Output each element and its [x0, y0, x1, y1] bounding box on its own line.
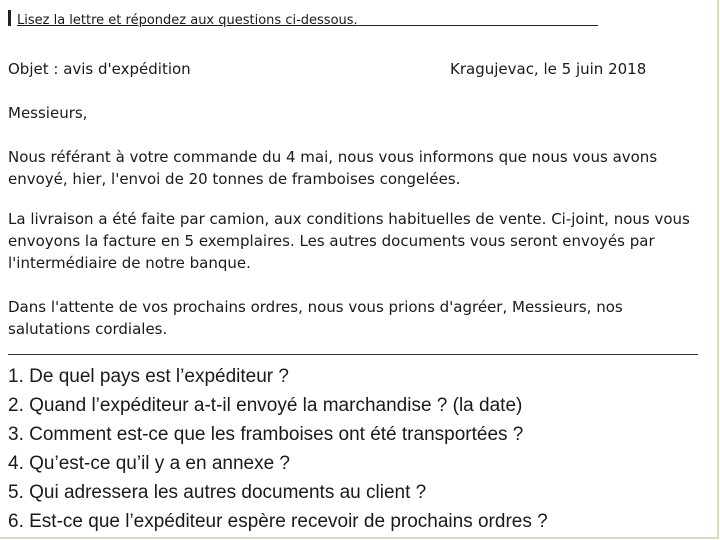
section-divider	[8, 354, 698, 355]
question-1: 1. De quel pays est l’expéditeur ?	[8, 366, 289, 387]
instruction-text: Lisez la lettre et répondez aux questions ci-dessous.	[17, 13, 358, 28]
questions-list	[8, 362, 708, 536]
letter-paragraph-1: Nous référant à votre commande du 4 mai, nous vous informons que nous vous avons envoyé, hier, l'envoi de 20 tonnes de framboises congelées.	[8, 148, 658, 188]
letter-place-date: Kragujevac, le 5 juin 2018	[450, 60, 647, 78]
question-6: 6. Est-ce que l’expéditeur espère recevoir de prochains ordres ?	[8, 511, 548, 532]
question-4: 4. Qu’est-ce qu’il y a en annexe ?	[8, 453, 291, 474]
header-underline	[358, 25, 598, 26]
section-marker	[8, 10, 11, 26]
letter-paragraph-3: Dans l'attente de vos prochains ordres, nous vous prions d'agréer, Messieurs, nos salutations cordiales.	[8, 298, 623, 338]
letter-paragraph-2: La livraison a été faite par camion, aux conditions habituelles de vente. Ci-joint, nous vous envoyons la facture en 5 exemplaires. Les autres documents vous seront envoyés par l'intermédiaire de notre banque.	[8, 210, 690, 272]
letter-salutation: Messieurs,	[8, 104, 88, 122]
letter-subject: Objet : avis d'expédition	[8, 60, 191, 78]
exercise-header	[8, 10, 598, 28]
question-3: 3. Comment est-ce que les framboises ont été transportées ?	[8, 424, 524, 445]
question-2: 2. Quand l’expéditeur a-t-il envoyé la marchandise ? (la date)	[8, 395, 523, 416]
question-5: 5. Qui adressera les autres documents au client ?	[8, 482, 427, 503]
